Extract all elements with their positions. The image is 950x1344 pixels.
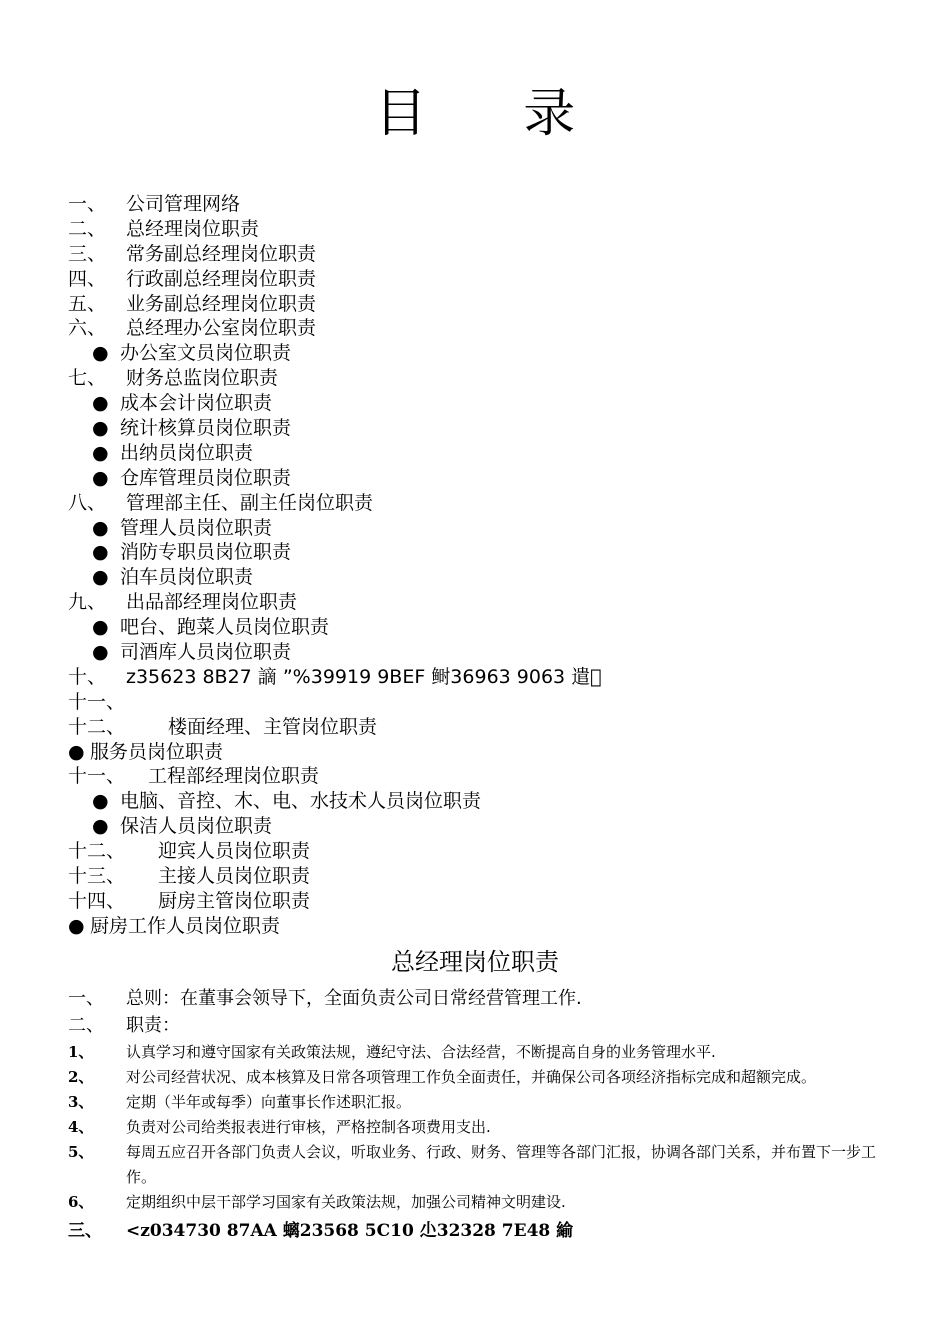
bullet-icon: ● bbox=[92, 441, 109, 464]
toc-number: 十一、 bbox=[68, 690, 126, 713]
bullet-icon: ● bbox=[92, 815, 109, 838]
toc-label: 迎宾人员岗位职责 bbox=[158, 840, 311, 863]
toc-number: 一、 bbox=[68, 193, 107, 215]
bullet-icon: ● bbox=[92, 392, 109, 415]
toc-number: 六、 bbox=[68, 317, 107, 340]
list-number: 3、 bbox=[68, 1093, 94, 1111]
bullet-icon: ● bbox=[92, 790, 109, 813]
list-item bbox=[68, 1065, 888, 1090]
list-text: 总则：在董事会领导下，全面负责公司日常经营管理工作. bbox=[126, 988, 582, 1009]
toc-entry bbox=[68, 341, 928, 366]
bullet-icon: ● bbox=[92, 566, 109, 589]
list-number: 5、 bbox=[68, 1143, 94, 1161]
toc-label: 出品部经理岗位职责 bbox=[126, 591, 298, 614]
toc-number: 三、 bbox=[68, 242, 107, 265]
toc-label: 消防专职员岗位职责 bbox=[120, 541, 292, 564]
toc-number: 十一、 bbox=[68, 765, 126, 788]
toc-label: 成本会计岗位职责 bbox=[120, 392, 273, 415]
toc-entry bbox=[68, 267, 928, 292]
toc-label: 主接人员岗位职责 bbox=[158, 865, 311, 888]
toc-label: 管理人员岗位职责 bbox=[120, 516, 273, 539]
toc-entry bbox=[68, 491, 928, 516]
list-text: <z034730 87AA 螭23568 5C10 尐32328 7E48 緰 bbox=[126, 1221, 574, 1241]
toc-entry bbox=[68, 914, 928, 939]
toc-entry bbox=[68, 242, 928, 267]
general-rule bbox=[68, 986, 888, 1013]
toc-label: 财务总监岗位职责 bbox=[126, 367, 279, 390]
toc-label: 办公室文员岗位职责 bbox=[120, 342, 292, 365]
list-item bbox=[68, 1190, 888, 1215]
list-text: 认真学习和遵守国家有关政策法规，遵纪守法、合法经营，不断提高自身的业务管理水平. bbox=[126, 1043, 716, 1061]
duties-heading bbox=[68, 1013, 888, 1040]
bullet-icon: ● bbox=[92, 641, 109, 664]
toc-entry bbox=[68, 764, 928, 789]
toc-number: 八、 bbox=[68, 491, 107, 514]
toc-number: 九、 bbox=[68, 591, 107, 614]
toc-entry bbox=[68, 441, 928, 466]
toc-label: 出纳员岗位职责 bbox=[120, 441, 254, 464]
toc-number: 十四、 bbox=[68, 889, 126, 912]
toc-entry bbox=[68, 814, 928, 839]
toc-number: 七、 bbox=[68, 367, 107, 390]
toc-entry bbox=[68, 590, 928, 615]
toc-label: 保洁人员岗位职责 bbox=[120, 815, 273, 838]
toc-entry bbox=[68, 192, 928, 217]
toc-label: 常务副总经理岗位职责 bbox=[126, 242, 317, 265]
list-number: 二、 bbox=[68, 1015, 104, 1036]
toc-number: 十、 bbox=[68, 665, 107, 688]
toc-number: 二、 bbox=[68, 217, 107, 240]
toc-number: 四、 bbox=[68, 267, 107, 290]
bullet-icon: ● bbox=[92, 541, 109, 564]
toc-entry bbox=[68, 789, 928, 814]
list-text: 职责： bbox=[126, 1015, 180, 1036]
list-text: 每周五应召开各部门负责人会议，听取业务、行政、财务、管理等各部门汇报，协调各部门关系，并布置下一步工作。 bbox=[126, 1143, 877, 1186]
toc-entry bbox=[68, 864, 928, 889]
list-item bbox=[68, 1115, 888, 1140]
toc-entry bbox=[68, 615, 928, 640]
toc-entry bbox=[68, 292, 928, 317]
toc-entry bbox=[68, 316, 928, 341]
toc-label: 管理部主任、副主任岗位职责 bbox=[126, 491, 374, 514]
section-title: 总经理岗位职责 bbox=[391, 948, 559, 976]
bullet-icon: ● bbox=[68, 914, 85, 937]
duties-body bbox=[68, 986, 888, 1245]
toc-label: 统计核算员岗位职责 bbox=[120, 417, 292, 440]
list-number: 6、 bbox=[68, 1193, 94, 1211]
toc-entry bbox=[68, 516, 928, 541]
toc-number: 十二、 bbox=[68, 715, 126, 738]
toc-entry bbox=[68, 540, 928, 565]
toc-entry bbox=[68, 466, 928, 491]
bullet-icon: ● bbox=[92, 466, 109, 489]
toc-entry bbox=[68, 366, 928, 391]
list-number: 一、 bbox=[68, 988, 104, 1009]
toc-label: 电脑、音控、木、电、水技术人员岗位职责 bbox=[120, 790, 482, 813]
list-number: 三、 bbox=[68, 1221, 102, 1241]
toc-label: 楼面经理、主管岗位职责 bbox=[168, 715, 378, 738]
bullet-icon: ● bbox=[92, 616, 109, 639]
toc-label: z35623 8B27 謫 ”%39919 9BEF 鲥36963 9063 遣  bbox=[126, 665, 602, 688]
toc-entry bbox=[68, 416, 928, 441]
list-number: 1、 bbox=[68, 1043, 94, 1061]
list-item bbox=[68, 1217, 888, 1245]
toc-number: 五、 bbox=[68, 292, 107, 315]
bullet-icon: ● bbox=[92, 417, 109, 440]
toc-label: 仓库管理员岗位职责 bbox=[120, 466, 292, 489]
bullet-icon: ● bbox=[68, 740, 85, 763]
toc-entry bbox=[68, 889, 928, 914]
toc-label: 公司管理网络 bbox=[126, 193, 241, 215]
toc-label: 泊车员岗位职责 bbox=[120, 566, 254, 589]
list-text: 定期组织中层干部学习国家有关政策法规，加强公司精神文明建设. bbox=[126, 1193, 566, 1211]
list-number: 4、 bbox=[68, 1118, 94, 1136]
table-of-contents bbox=[68, 192, 928, 939]
toc-label: 工程部经理岗位职责 bbox=[148, 765, 320, 788]
toc-label: 司酒库人员岗位职责 bbox=[120, 641, 292, 664]
toc-label: 总经理岗位职责 bbox=[126, 217, 260, 240]
toc-label: 服务员岗位职责 bbox=[90, 740, 224, 763]
toc-label: 厨房工作人员岗位职责 bbox=[90, 914, 281, 937]
toc-number: 十三、 bbox=[68, 865, 126, 888]
toc-entry bbox=[68, 715, 928, 740]
toc-entry bbox=[68, 690, 928, 715]
list-item bbox=[68, 1140, 888, 1190]
bullet-icon: ● bbox=[92, 516, 109, 539]
toc-entry bbox=[68, 839, 928, 864]
toc-label: 总经理办公室岗位职责 bbox=[126, 317, 317, 340]
toc-entry bbox=[68, 640, 928, 665]
bullet-icon: ● bbox=[92, 342, 109, 365]
toc-entry bbox=[68, 565, 928, 590]
toc-number: 十二、 bbox=[68, 840, 126, 863]
list-text: 对公司经营状况、成本核算及日常各项管理工作负全面责任，并确保公司各项经济指标完成和超额完成。 bbox=[126, 1068, 817, 1086]
list-text: 负责对公司给类报表进行审核，严格控制各项费用支出. bbox=[126, 1118, 491, 1136]
list-number: 2、 bbox=[68, 1068, 94, 1086]
toc-entry bbox=[68, 217, 928, 242]
toc-label: 业务副总经理岗位职责 bbox=[126, 292, 317, 315]
list-item bbox=[68, 1090, 888, 1115]
toc-entry bbox=[68, 740, 928, 765]
toc-label: 行政副总经理岗位职责 bbox=[126, 267, 317, 290]
toc-label: 吧台、跑菜人员岗位职责 bbox=[120, 616, 330, 639]
toc-entry bbox=[68, 391, 928, 416]
toc-label: 厨房主管岗位职责 bbox=[158, 889, 311, 912]
list-item bbox=[68, 1040, 888, 1065]
page-title: 目 录 bbox=[374, 84, 616, 144]
toc-entry bbox=[68, 665, 928, 690]
list-text: 定期（半年或每季）向董事长作述职汇报。 bbox=[126, 1093, 412, 1111]
